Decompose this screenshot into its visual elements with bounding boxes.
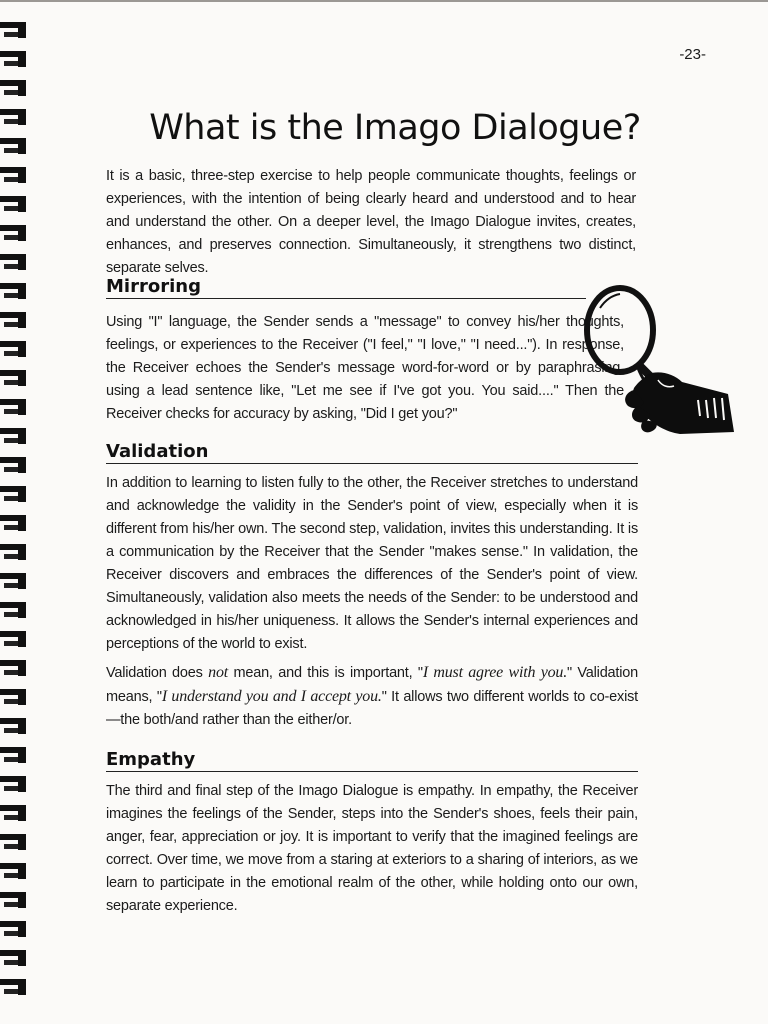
validation-emphasis-paragraph (106, 661, 638, 732)
spiral-coil (0, 660, 34, 676)
spiral-coil (0, 138, 34, 154)
spiral-coil (0, 399, 34, 415)
spiral-coil (0, 776, 34, 792)
spiral-coil (0, 515, 34, 531)
spiral-coil (0, 892, 34, 908)
spiral-coil (0, 341, 34, 357)
divider-empathy (106, 771, 638, 772)
spiral-coil (0, 225, 34, 241)
text-run: Validation does (106, 665, 209, 681)
heading-mirroring: Mirroring (106, 276, 201, 297)
spiral-coil (0, 805, 34, 821)
spiral-coil (0, 921, 34, 937)
spiral-coil (0, 51, 34, 67)
empathy-paragraph: The third and final step of the Imago Dialogue is empathy. In empathy, the Receiver imagines the feelings of the Sender, steps into the Sender's shoes, feels their pain, anger, fear, appreciation or joy. It is important to verify that the imagined feelings are correct. Over time, we move from a staring at exteriors to a sharing of interiors, as we learn to participate in the emotional realm of the other, while holding onto our own, separate experience. (106, 783, 638, 914)
text-run: " It allows two different worlds to co-exist—the both/and rather than the either/or. (106, 689, 638, 728)
divider-validation (106, 463, 638, 464)
text-run: mean, and this is important, " (228, 665, 423, 681)
spiral-coil (0, 718, 34, 734)
page-top-edge (0, 0, 768, 2)
spiral-coil (0, 631, 34, 647)
spiral-binding-icon (0, 22, 40, 1012)
spiral-coil (0, 950, 34, 966)
mirroring-paragraph: Using "I" language, the Sender sends a "message" to convey his/her thoughts, feelings, or experiences to the Receiver ("I feel," "I love," "I need..."). In response, the Receiver echoes the Sender's message word-for-word or by paraphrasing, using a lead sentence like, "Let me see if I've got you. You said...." Then the Receiver checks for accuracy by asking, "Did I get you?" (106, 314, 624, 422)
heading-validation: Validation (106, 441, 209, 462)
divider-mirroring (106, 298, 586, 299)
validation-paragraph: In addition to learning to listen fully to the other, the Receiver stretches to understand and acknowledge the validity in the Sender's point of view, especially when it is different from his/her own. The second step, validation, invites this understanding. It is a communication by the Receiver that the Sender "makes sense." In validation, the Receiver discovers and embraces the differences of the Sender's point of view. Simultaneously, validation also meets the needs of the Sender: to be understood and acknowledged in his/her uniqueness. It allows the Sender's internal experiences and perceptions of the world to exist. (106, 475, 638, 652)
spiral-coil (0, 167, 34, 183)
spiral-coil (0, 486, 34, 502)
spiral-coil (0, 544, 34, 560)
magnifying-glass-hand-icon (578, 282, 738, 438)
spiral-coil (0, 254, 34, 270)
spiral-coil (0, 80, 34, 96)
text-run: " Validation means, " (106, 665, 639, 705)
emphasis-not: not (208, 664, 229, 681)
intro-paragraph: It is a basic, three-step exercise to help people communicate thoughts, feelings or experiences, with the intention of being clearly heard and understood and to hear and understand the other. On a deeper level, the Imago Dialogue invites, creates, enhances, and preserves connection. Simultaneously, it strengthens two distinct, separate selves. (106, 168, 636, 276)
spiral-coil (0, 979, 34, 995)
page-number: -23- (679, 46, 706, 63)
spiral-coil (0, 196, 34, 212)
spiral-coil (0, 863, 34, 879)
spiral-coil (0, 312, 34, 328)
spiral-coil (0, 457, 34, 473)
spiral-coil (0, 22, 34, 38)
spiral-coil (0, 602, 34, 618)
spiral-coil (0, 689, 34, 705)
heading-empathy: Empathy (106, 749, 196, 770)
spiral-coil (0, 428, 34, 444)
spiral-coil (0, 747, 34, 763)
spiral-coil (0, 370, 34, 386)
spiral-coil (0, 573, 34, 589)
spiral-coil (0, 109, 34, 125)
spiral-coil (0, 283, 34, 299)
emphasis-agree: I must agree with you. (422, 664, 567, 681)
spiral-coil (0, 834, 34, 850)
emphasis-understand: I understand you and I accept you. (161, 688, 382, 705)
page-title: What is the Imago Dialogue? (149, 108, 641, 148)
